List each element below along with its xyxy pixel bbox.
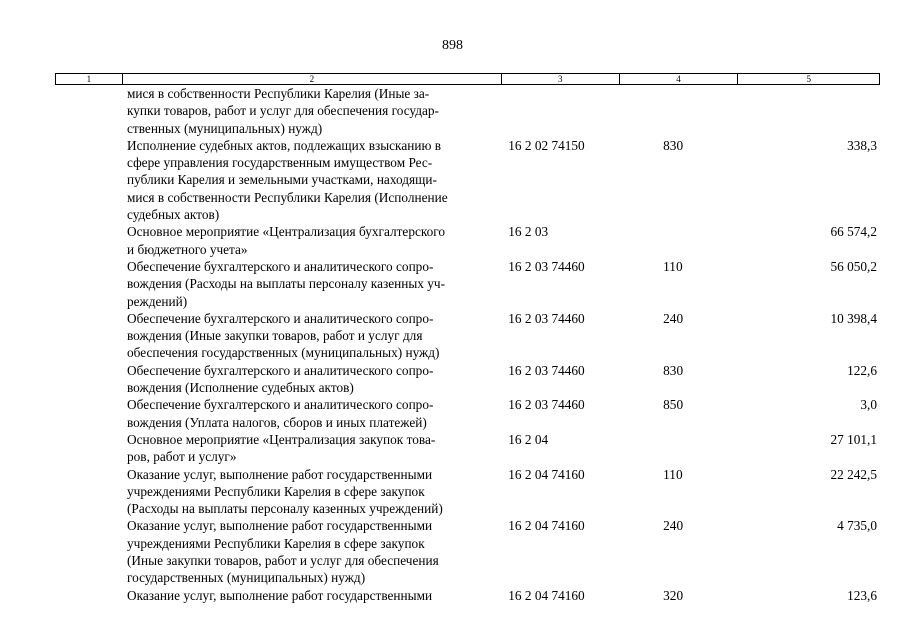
target-article-code-cell: 16 2 03 <box>508 224 549 240</box>
expense-name-line: вождения (Расходы на выплаты персоналу казенных уч- <box>127 276 446 292</box>
expense-type-cell: 850 <box>663 397 684 413</box>
budget-table <box>55 73 880 604</box>
table-row <box>55 587 880 604</box>
expense-name-line: Обеспечение бухгалтерского и аналитического сопро- <box>127 258 434 274</box>
expense-name-line: (Иные закупки товаров, работ и услуг для обеспечения <box>127 553 439 569</box>
expense-name-line: и бюджетного учета» <box>127 241 248 257</box>
expense-name-cell <box>127 396 503 431</box>
sum-cell: 122,6 <box>847 362 878 378</box>
expense-type-cell <box>620 223 738 258</box>
expense-name-line: государственных (муниципальных) нужд) <box>127 570 366 586</box>
expense-name-line: Исполнение судебных актов, подлежащих взысканию в <box>127 137 441 153</box>
expense-name-line: реждений) <box>127 293 188 309</box>
expense-name-line: вождения (Уплата налогов, сборов и иных платежей) <box>127 414 427 430</box>
sum-cell: 338,3 <box>847 137 878 153</box>
target-article-code-cell: 16 2 04 74160 <box>508 466 585 482</box>
expense-name-line: вождения (Исполнение судебных актов) <box>127 380 354 396</box>
expense-name-line: Обеспечение бухгалтерского и аналитического сопро- <box>127 397 434 413</box>
expense-name-line: Основное мероприятие «Централизация бухгалтерского <box>127 224 446 240</box>
column-header-2: 2 <box>123 74 502 84</box>
target-article-code-cell: 16 2 04 74160 <box>508 518 585 534</box>
sum-cell: 123,6 <box>847 587 878 603</box>
expense-name-line: Обеспечение бухгалтерского и аналитического сопро- <box>127 310 434 326</box>
expense-name-line: мися в собственности Республики Карелия (Иные за- <box>127 86 430 101</box>
target-article-code-cell: 16 2 03 74460 <box>508 362 585 378</box>
expense-name-cell <box>127 431 503 466</box>
expense-name-cell <box>127 517 503 586</box>
expense-name-line: публики Карелия и земельными участками, находящи- <box>127 172 437 188</box>
table-header-row <box>55 73 880 85</box>
sum-cell: 22 242,5 <box>830 466 878 482</box>
expense-name-line: купки товаров, работ и услуг для обеспечения государ- <box>127 103 439 119</box>
expense-name-line: мися в собственности Республики Карелия (Исполнение <box>127 189 448 205</box>
sum-cell: 27 101,1 <box>830 431 878 447</box>
sum-cell: 56 050,2 <box>830 258 878 274</box>
expense-type-cell: 830 <box>663 362 684 378</box>
expense-name-cell <box>127 85 503 137</box>
expense-name-cell <box>127 223 503 258</box>
expense-name-line: Оказание услуг, выполнение работ государственными <box>127 587 433 603</box>
sum-cell: 66 574,2 <box>830 224 878 240</box>
sum-cell: 10 398,4 <box>830 310 878 326</box>
expense-name-cell <box>127 137 503 223</box>
column-header-3: 3 <box>502 74 620 84</box>
expense-name-line: Обеспечение бухгалтерского и аналитического сопро- <box>127 362 434 378</box>
table-row <box>55 310 880 362</box>
expense-type-cell: 320 <box>663 587 684 603</box>
expense-name-cell <box>127 310 503 362</box>
sum-cell: 3,0 <box>860 397 878 413</box>
target-article-code-cell: 16 2 03 74460 <box>508 310 585 326</box>
sum-cell: 4 735,0 <box>837 518 878 534</box>
target-article-code-cell: 16 2 04 74160 <box>508 587 585 603</box>
expense-name-line: сфере управления государственным имуществом Рес- <box>127 155 433 171</box>
table-row <box>55 137 880 223</box>
expense-name-line: судебных актов) <box>127 207 220 223</box>
expense-type-cell: 110 <box>663 466 683 482</box>
target-article-code-cell: 16 2 03 74460 <box>508 258 585 274</box>
sum-cell <box>738 85 880 137</box>
expense-name-cell <box>127 466 503 518</box>
table-row <box>55 517 880 586</box>
table-row <box>55 466 880 518</box>
expense-type-cell: 110 <box>663 258 683 274</box>
expense-name-line: ров, работ и услуг» <box>127 449 237 465</box>
expense-name-cell <box>127 362 503 397</box>
page-number: 898 <box>442 38 463 53</box>
expense-name-line: Оказание услуг, выполнение работ государственными <box>127 466 433 482</box>
expense-name-line: Оказание услуг, выполнение работ государственными <box>127 518 433 534</box>
expense-type-cell <box>620 431 738 466</box>
expense-name-line: вождения (Иные закупки товаров, работ и услуг для <box>127 328 423 344</box>
table-row <box>55 258 880 310</box>
expense-name-line: (Расходы на выплаты персоналу казенных учреждений) <box>127 501 443 517</box>
expense-name-line: учреждениями Республики Карелия в сфере закупок <box>127 535 425 551</box>
column-header-5: 5 <box>806 74 811 84</box>
table-row <box>55 362 880 397</box>
expense-name-line: ственных (муниципальных) нужд) <box>127 120 323 136</box>
expense-name-line: обеспечения государственных (муниципальных) нужд) <box>127 345 440 361</box>
expense-type-cell: 240 <box>663 518 684 534</box>
expense-type-cell: 830 <box>663 137 684 153</box>
expense-type-cell <box>620 85 738 137</box>
expense-name-line: Основное мероприятие «Централизация закупок това- <box>127 431 436 447</box>
table-body <box>55 85 880 604</box>
target-article-code-cell: 16 2 04 <box>508 431 549 447</box>
table-row <box>55 223 880 258</box>
target-article-code-cell: 16 2 02 74150 <box>508 137 585 153</box>
column-header-1: 1 <box>56 74 123 84</box>
target-article-code-cell: 16 2 03 74460 <box>508 397 585 413</box>
table-row <box>55 396 880 431</box>
table-row <box>55 431 880 466</box>
expense-name-cell <box>127 258 503 310</box>
column-header-4: 4 <box>620 74 739 84</box>
expense-name-line: учреждениями Республики Карелия в сфере закупок <box>127 483 425 499</box>
expense-type-cell: 240 <box>663 310 684 326</box>
expense-name-cell <box>127 587 503 604</box>
target-article-code-cell <box>503 85 620 137</box>
table-row <box>55 85 880 137</box>
